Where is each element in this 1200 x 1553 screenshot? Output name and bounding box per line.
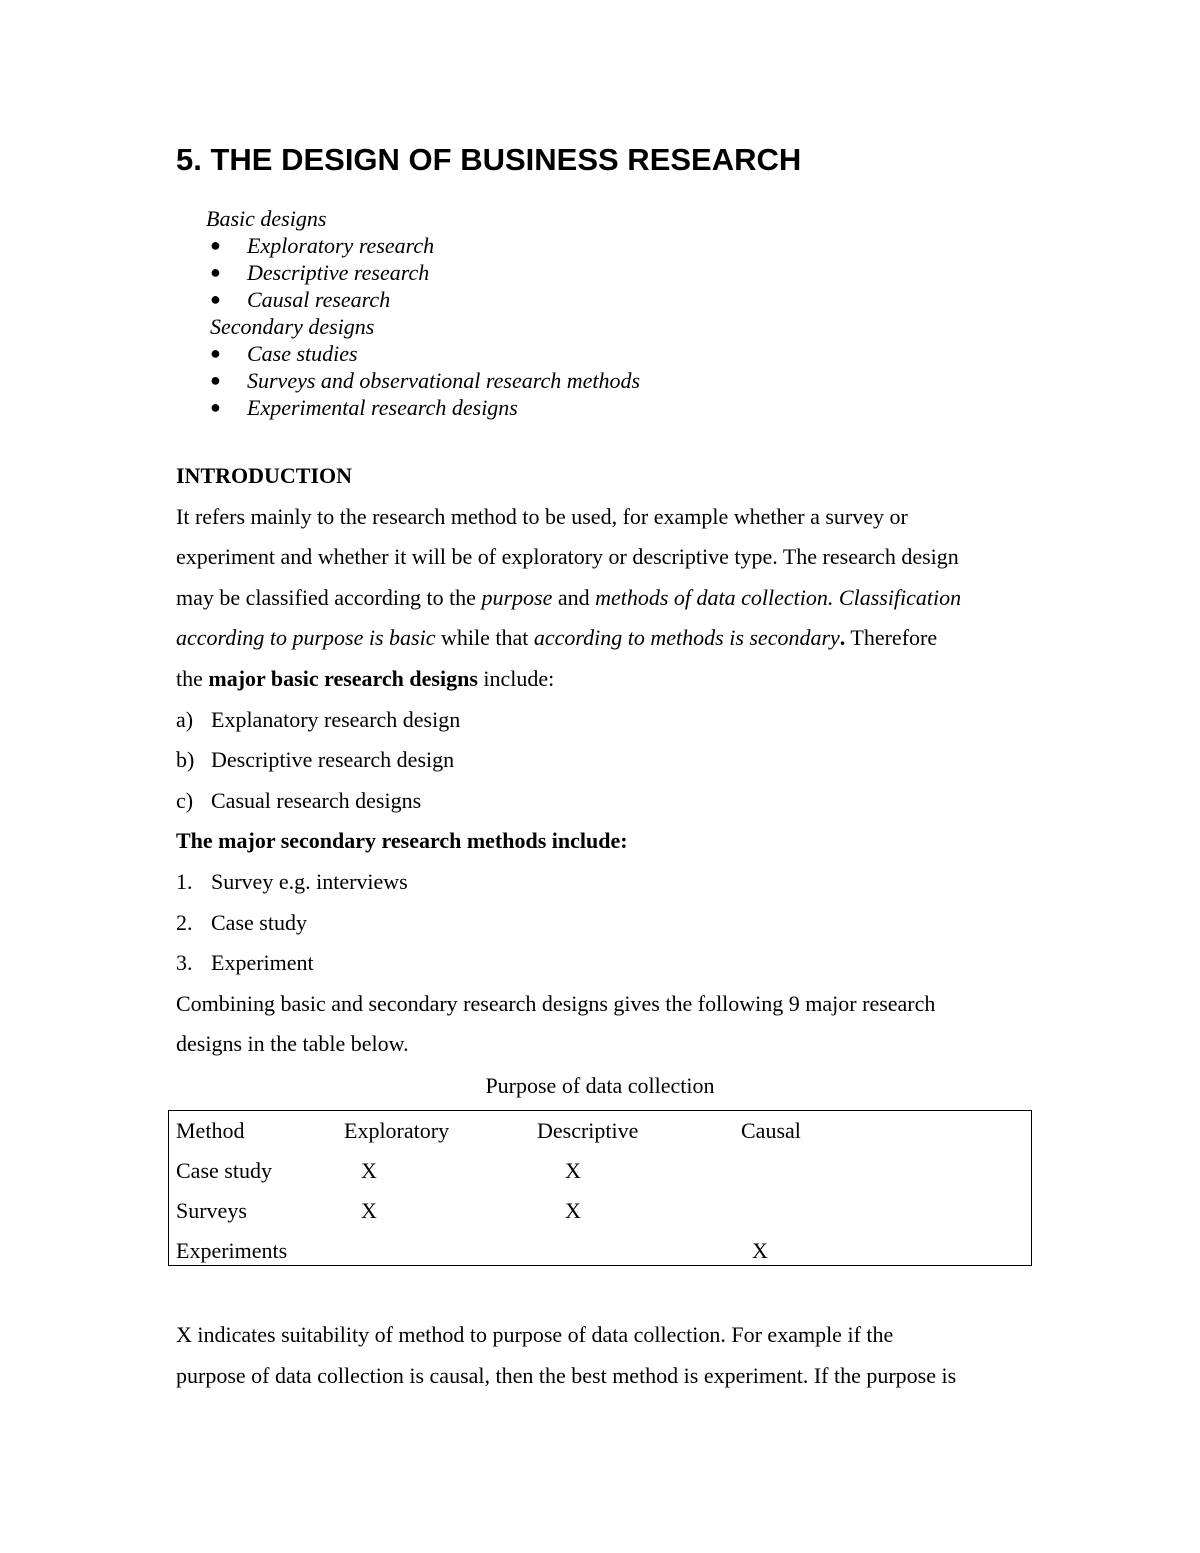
section-heading: The major secondary research methods include: [176, 828, 628, 854]
bullet-icon: ● [210, 370, 221, 390]
bullet-icon: ● [210, 262, 221, 282]
table-header: Exploratory [344, 1118, 450, 1143]
list-item [176, 943, 1036, 984]
bullet-icon: ● [210, 289, 221, 309]
list-marker: c) [176, 787, 194, 813]
table-cell-descriptive: X [565, 1198, 581, 1223]
table-cell-method: Case study [176, 1158, 272, 1183]
list-marker: 1. [176, 868, 193, 894]
table-cell-exploratory: X [361, 1158, 377, 1183]
emphasis-text: according to purpose is basic [176, 625, 436, 651]
table-cell-causal: X [752, 1238, 768, 1263]
list-item [206, 340, 906, 367]
table-cell-descriptive: X [565, 1158, 581, 1183]
list-item [176, 740, 1036, 781]
list-item-text: Descriptive research design [211, 747, 455, 773]
paragraph-line [176, 659, 1036, 700]
list-item [206, 367, 906, 394]
table-cell-method: Surveys [176, 1198, 247, 1223]
chapter-title: 5. THE DESIGN OF BUSINESS RESEARCH [176, 142, 802, 177]
list-item [176, 862, 1036, 903]
method-purpose-table [168, 1110, 1032, 1266]
list-marker: a) [176, 706, 194, 732]
text-run: the [176, 665, 209, 691]
strong-text: major basic research designs [208, 665, 478, 691]
emphasis-text: purpose [481, 584, 553, 610]
text-run: while that [435, 625, 534, 651]
table-cell-exploratory: X [361, 1198, 377, 1223]
basic-designs-label: Basic designs [206, 206, 327, 231]
list-item-text: Exploratory research [247, 233, 435, 258]
table-header: Causal [741, 1118, 801, 1143]
paragraph-line [176, 618, 1036, 659]
section-heading: INTRODUCTION [176, 463, 353, 488]
bullet-icon: ● [210, 397, 221, 417]
paragraph-line: experiment and whether it will be of exploratory or descriptive type. The research design [176, 544, 959, 570]
emphasis-text: methods of data collection. Classification [595, 584, 962, 610]
list-item [206, 259, 906, 286]
table-caption: Purpose of data collection [485, 1073, 715, 1098]
text-run: Therefore [845, 625, 938, 651]
list-item [176, 781, 1036, 822]
emphasis-text: according to methods is secondary [533, 625, 840, 651]
paragraph-line: It refers mainly to the research method to be used, for example whether a survey or [176, 503, 908, 529]
strong-text: . [839, 625, 846, 651]
list-marker: 3. [176, 950, 193, 976]
list-item [206, 286, 906, 313]
paragraph-line: purpose of data collection is causal, then the best method is experiment. If the purpose is [176, 1362, 957, 1388]
introduction-section [176, 456, 1036, 1065]
table-header: Descriptive [537, 1118, 639, 1143]
table-cell-method: Experiments [176, 1238, 288, 1263]
text-run: may be classified according to the [176, 584, 482, 610]
bullet-icon: ● [210, 343, 221, 363]
paragraph-line: designs in the table below. [176, 1031, 409, 1057]
list-item-text: Explanatory research design [211, 706, 461, 732]
secondary-designs-label: Secondary designs [210, 314, 375, 339]
paragraph-line [176, 578, 1036, 619]
list-item-text: Surveys and observational research methods [247, 368, 641, 393]
list-item-text: Experimental research designs [247, 395, 518, 420]
list-item [206, 232, 906, 259]
list-marker: 2. [176, 909, 193, 935]
list-item-text: Case studies [247, 341, 358, 366]
list-item-text: Survey e.g. interviews [211, 868, 408, 894]
paragraph-line: X indicates suitability of method to purpose of data collection. For example if the [176, 1322, 894, 1347]
list-item-text: Descriptive research [247, 260, 430, 285]
design-overview [206, 205, 906, 421]
list-item [176, 700, 1036, 741]
text-run: include: [477, 665, 555, 691]
list-item-text: Experiment [211, 950, 314, 976]
list-item [176, 903, 1036, 944]
list-item [206, 394, 906, 421]
list-marker: b) [176, 747, 195, 773]
table-header: Method [176, 1118, 245, 1143]
list-item-text: Casual research designs [211, 787, 422, 813]
list-item-text: Causal research [247, 287, 391, 312]
closing-paragraph [176, 1315, 1036, 1396]
text-run: and [552, 584, 596, 610]
bullet-icon: ● [210, 235, 221, 255]
list-item-text: Case study [211, 909, 307, 935]
paragraph-line: Combining basic and secondary research designs gives the following 9 major research [176, 990, 936, 1016]
